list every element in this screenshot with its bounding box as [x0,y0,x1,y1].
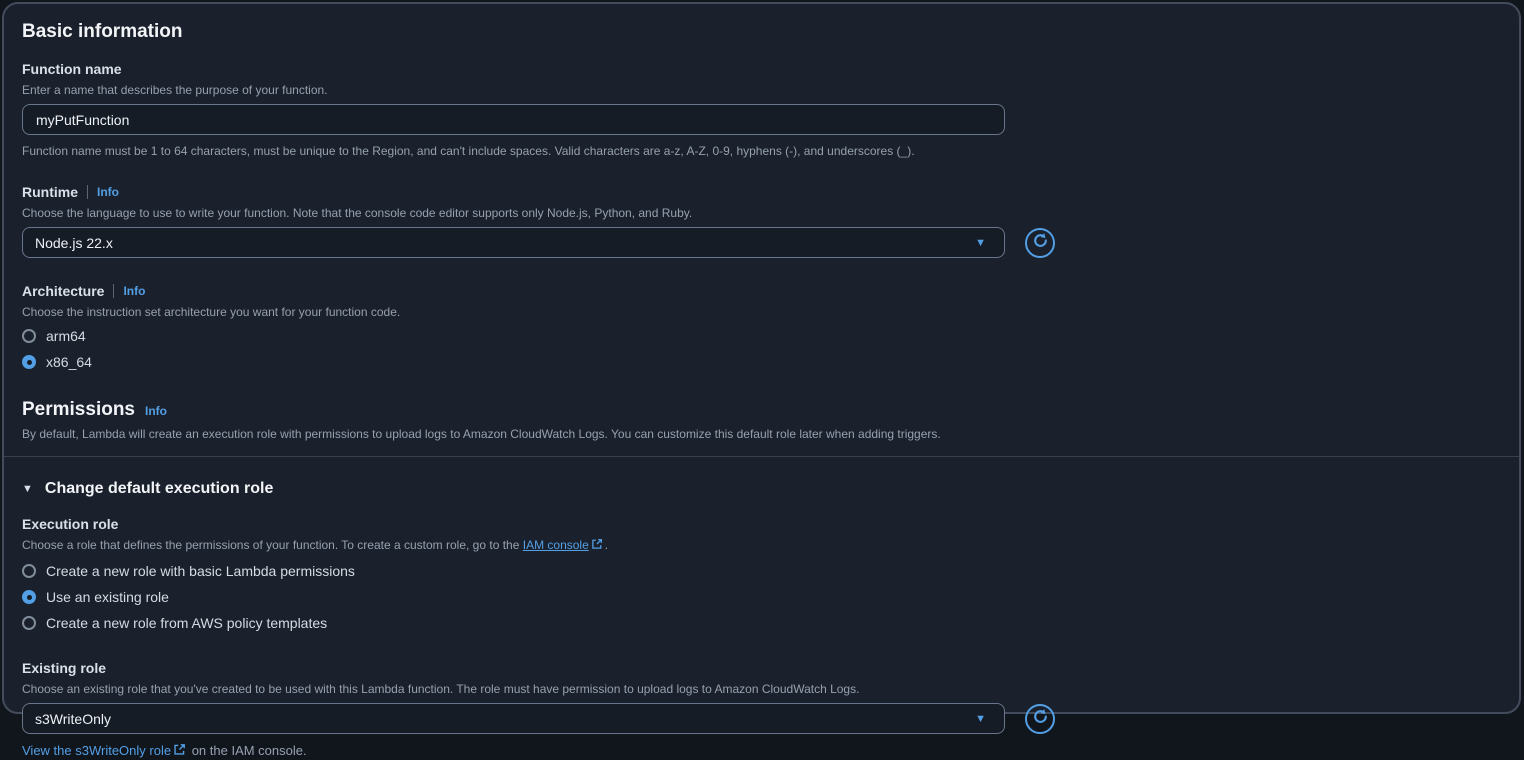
change-default-execution-role-expander[interactable] [22,479,1501,499]
architecture-info-link[interactable]: Info [123,284,146,298]
expander-title: Change default execution role [44,480,274,497]
existing-role-label: Existing role [22,660,107,676]
function-name-label: Function name [22,61,122,77]
external-link-icon [173,744,186,759]
radio-icon[interactable] [22,564,36,578]
architecture-option-x86-64[interactable] [22,352,1501,372]
permissions-title: Permissions [22,399,135,420]
radio-label: Create a new role from AWS policy templates [46,615,328,631]
function-name-description: Enter a name that describes the purpose of your function. [22,83,328,97]
view-role-link[interactable]: View the s3WriteOnly role [22,743,172,758]
architecture-label: Architecture [22,283,105,299]
radio-label: Use an existing role [46,589,169,605]
radio-label: x86_64 [46,354,92,370]
runtime-select[interactable] [22,227,1005,258]
expander-triangle-icon: ▼ [22,483,33,495]
radio-label: Create a new role with basic Lambda permissions [46,563,355,579]
runtime-field [22,183,1501,258]
basic-information-panel [2,2,1521,758]
runtime-refresh-button[interactable] [1025,228,1055,258]
external-link-icon [591,539,603,553]
function-name-field [22,60,1501,159]
runtime-selected-value: Node.js 22.x [35,234,113,251]
section-divider [4,456,1519,457]
radio-icon[interactable] [22,590,36,604]
permissions-info-link[interactable]: Info [145,404,167,418]
role-option-use-existing[interactable] [22,587,1501,607]
iam-console-link[interactable]: IAM console [522,538,589,552]
refresh-icon [1032,708,1049,730]
permissions-description: By default, Lambda will create an execution role with permissions to upload logs to Amazon CloudWatch Logs. You can customize this default role later when adding triggers. [22,427,941,441]
radio-icon[interactable] [22,329,36,343]
existing-role-select[interactable] [22,703,1005,734]
role-option-policy-templates[interactable] [22,613,1501,633]
runtime-description: Choose the language to use to write your function. Note that the console code editor supports only Node.js, Python, and Ruby. [22,206,693,220]
chevron-down-icon: ▼ [975,236,986,249]
refresh-icon [1032,232,1049,254]
existing-role-field [22,659,1501,760]
view-role-line: View the s3WriteOnly role on the IAM console. [22,743,307,758]
execution-role-label: Execution role [22,516,119,532]
existing-role-description: Choose an existing role that you've created to be used with this Lambda function. The role must have permission to upload logs to Amazon CloudWatch Logs. [22,682,860,696]
execution-role-description: Choose a role that defines the permissions of your function. To create a custom role, go to the IAM console . [22,538,609,552]
radio-icon[interactable] [22,616,36,630]
execution-role-field [22,515,1501,633]
role-option-create-basic[interactable] [22,561,1501,581]
radio-label: arm64 [46,328,86,344]
runtime-label: Runtime [22,184,78,200]
permissions-header [22,398,1501,422]
existing-role-selected-value: s3WriteOnly [35,710,111,727]
page-title: Basic information [22,21,183,42]
label-divider [113,284,114,298]
label-divider [87,185,88,199]
architecture-description: Choose the instruction set architecture you want for your function code. [22,305,401,319]
radio-icon[interactable] [22,355,36,369]
function-name-input[interactable] [22,104,1005,135]
architecture-option-arm64[interactable] [22,326,1501,346]
architecture-field [22,282,1501,372]
runtime-info-link[interactable]: Info [97,185,119,199]
chevron-down-icon: ▼ [975,712,986,725]
function-name-constraint: Function name must be 1 to 64 characters, must be unique to the Region, and can't include spaces. Valid characters are a-z, A-Z, 0-9, hyphens (-), and underscores (_). [22,144,915,158]
existing-role-refresh-button[interactable] [1025,704,1055,734]
